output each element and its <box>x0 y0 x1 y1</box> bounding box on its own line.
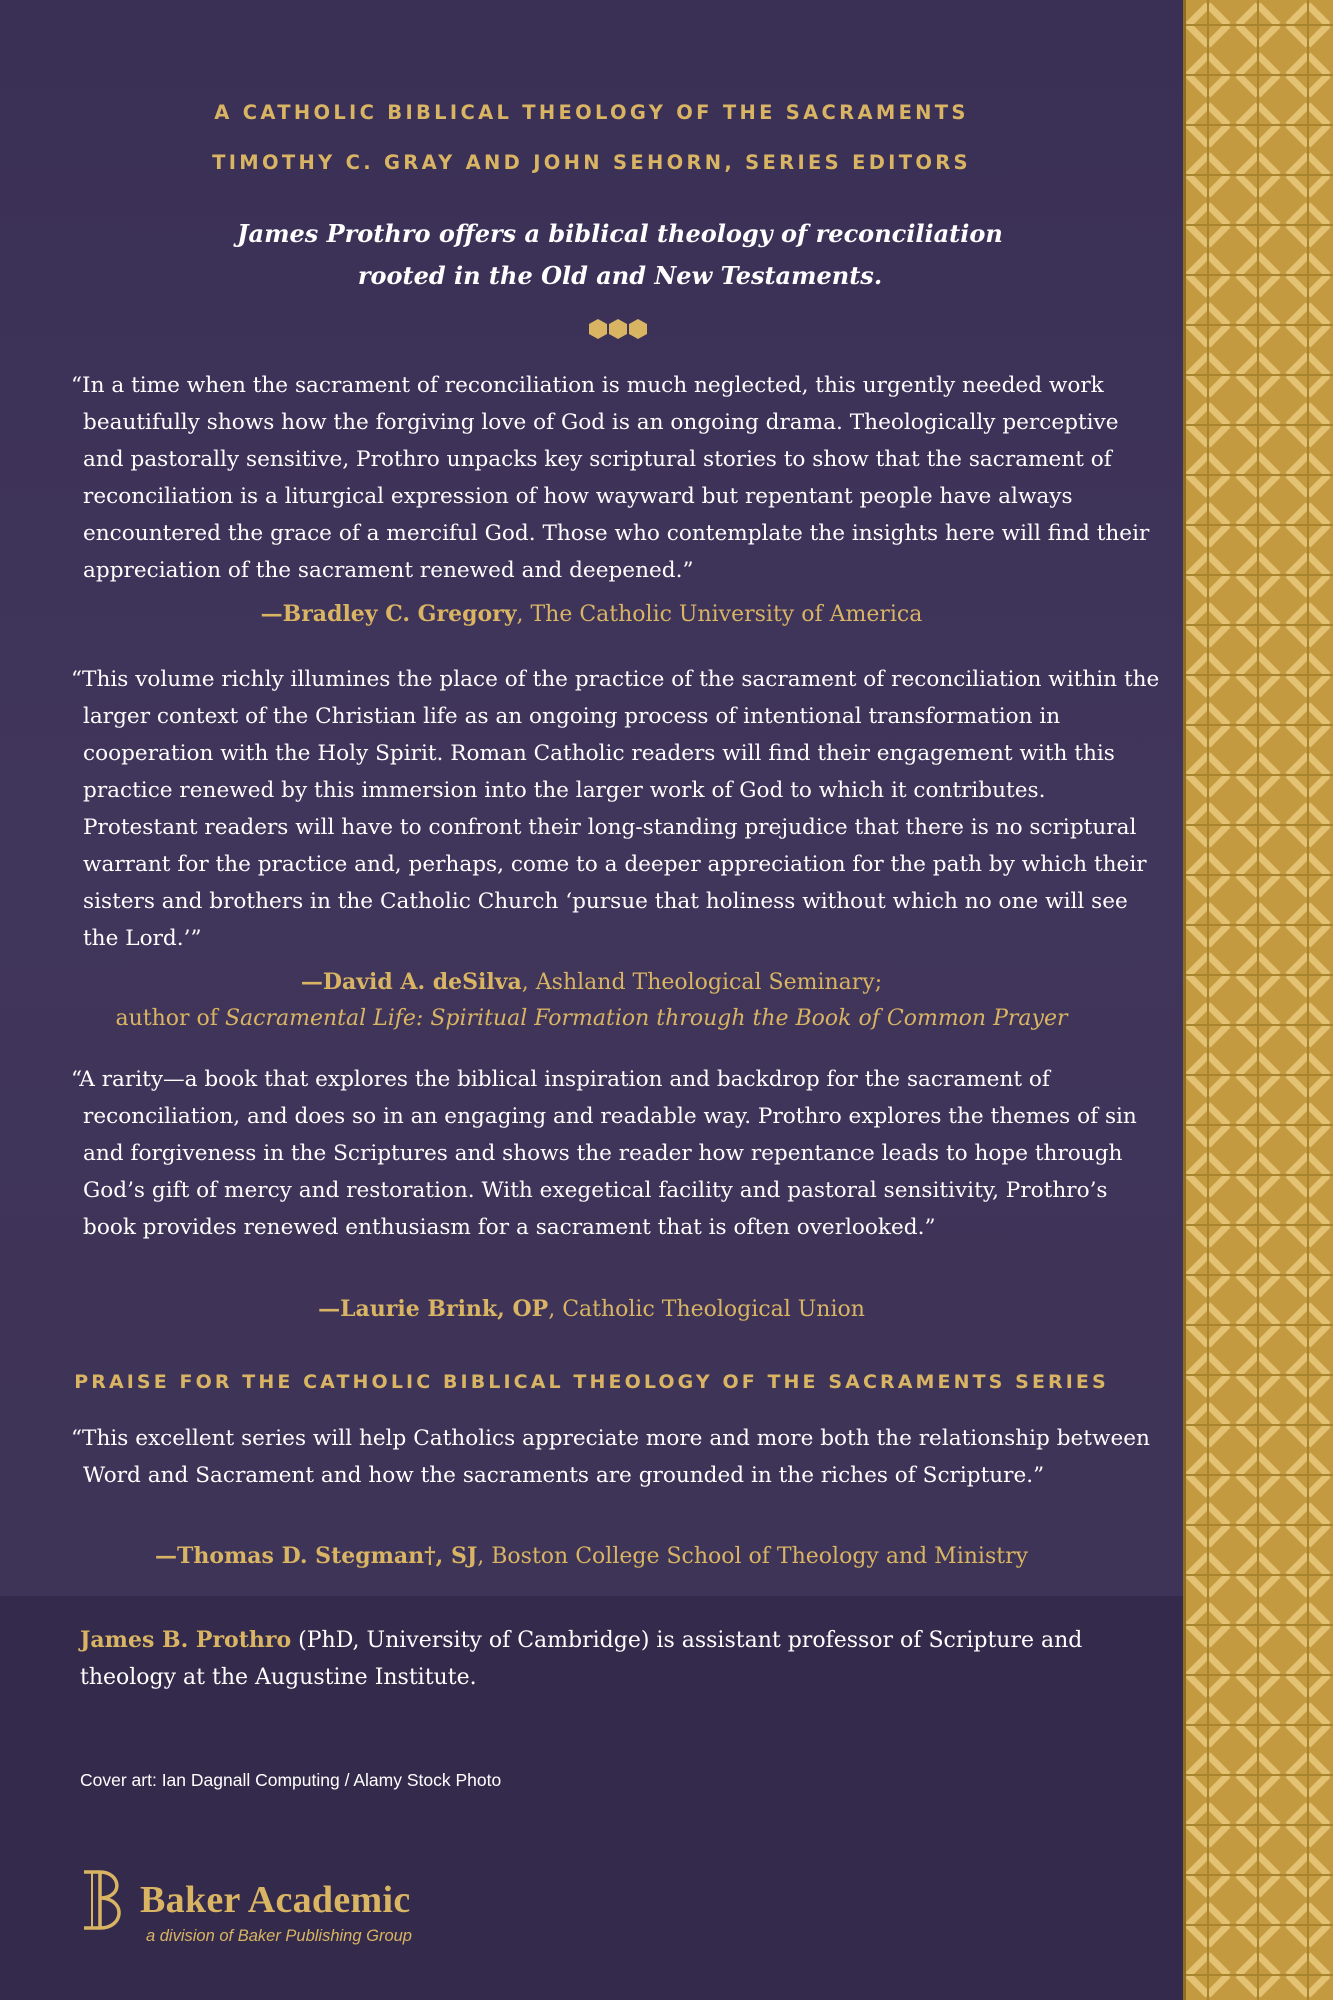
endorser-book-title: Sacramental Life: Spiritual Formation through the Book of Common Prayer <box>224 1006 1068 1031</box>
series-praise-heading: PRAISE FOR THE CATHOLIC BIBLICAL THEOLOGY OF THE SACRAMENTS SERIES <box>74 1371 1109 1393</box>
series-title: A CATHOLIC BIBLICAL THEOLOGY OF THE SACRAMENTS <box>214 101 969 124</box>
hexagon-ornament-icon <box>587 318 649 340</box>
endorsement-attribution <box>0 1291 1183 1328</box>
endorser-affiliation: , Ashland Theological Seminary; <box>521 970 883 995</box>
series-praise-attribution <box>0 1538 1183 1575</box>
series-editors: TIMOTHY C. GRAY AND JOHN SEHORN, SERIES EDITORS <box>212 151 971 174</box>
cover-art-credit: Cover art: Ian Dagnall Computing / Alamy Stock Photo <box>80 1770 502 1790</box>
endorser-name: —David A. deSilva <box>300 969 522 995</box>
endorser-book-prefix: author of <box>115 1006 225 1031</box>
tagline: James Prothro offers a biblical theology of reconciliation rooted in the Old and New Testaments. <box>237 219 1003 290</box>
author-bio-text: (PhD, University of Cambridge) is assistant professor of Scripture and theology at the Augustine Institute. <box>80 1628 1083 1690</box>
series-praise-quote: “This excellent series will help Catholics appreciate more and more both the relationship between Word and Sacrament and how the sacraments are grounded in the riches of Scripture.” <box>71 1426 1150 1488</box>
endorsement-quote: “A rarity—a book that explores the biblical inspiration and backdrop for the sacrament of reconciliation, and does so in an engaging and readable way. Prothro explores the themes of sin and forgiveness in the Scriptures and shows the reader how repentance leads to hope through God’s gift of mercy and restoration. With exegetical facility and pastoral sensitivity, Prothro’s book provides renewed enthusiasm for a sacrament that is often overlooked.” <box>71 1067 1137 1240</box>
endorsement-attribution <box>0 596 1183 633</box>
endorser-name: —Laurie Brink, OP <box>318 1296 549 1322</box>
endorser-affiliation: , Boston College School of Theology and Ministry <box>477 1544 1029 1569</box>
endorser-name: —Thomas D. Stegman†, SJ <box>154 1543 478 1569</box>
baker-academic-logo-icon <box>80 1868 132 1932</box>
gold-pattern-stripe <box>1183 0 1333 2000</box>
endorser-affiliation: , Catholic Theological Union <box>548 1297 865 1322</box>
publisher-name: Baker Academic <box>140 1879 411 1921</box>
publisher-subtitle: a division of Baker Publishing Group <box>146 1927 412 1945</box>
author-bio <box>80 1622 1150 1696</box>
endorsement-quote: “This volume richly illumines the place of the practice of the sacrament of reconciliation within the larger context of the Christian life as an ongoing process of intentional transformation in cooperation with the Holy Spirit. Roman Catholic readers will find their engagement with this practice renewed by this immersion into the larger work of God to which it contributes. Protestant readers will have to confront their long-standing prejudice that there is no scriptural warrant for the practice and, perhaps, come to a deeper appreciation for the path by which their sisters and brothers in the Catholic Church ‘pursue that holiness without which no one will see the Lord.’” <box>71 667 1160 951</box>
endorsement-attribution <box>0 964 1183 1001</box>
endorser-name: —Bradley C. Gregory <box>260 601 517 627</box>
endorser-affiliation: , The Catholic University of America <box>516 602 923 627</box>
endorsement-quote: “In a time when the sacrament of reconciliation is much neglected, this urgently needed work beautifully shows how the forgiving love of God is an ongoing drama. Theologically perceptive and pastorally sensitive, Prothro unpacks key scriptural stories to show that the sacrament of reconciliation is a liturgical expression of how wayward but repentant people have always encountered the grace of a merciful God. Those who contemplate the insights here will find their appreciation of the sacrament renewed and deepened.” <box>71 373 1150 583</box>
endorser-book-credit <box>0 1000 1183 1037</box>
author-name: James B. Prothro <box>80 1627 292 1653</box>
